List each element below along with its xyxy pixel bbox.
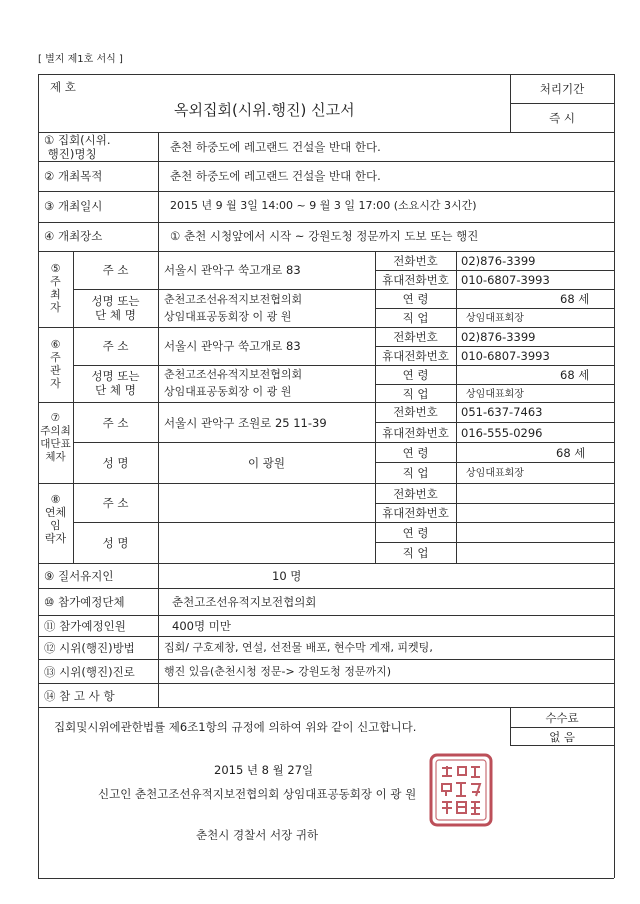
organizer-age-label: 연 령: [402, 292, 429, 306]
reporter-line: 신고인 춘천고조선유적지보전협의회 상임대표공동회장 이 광 원: [98, 787, 417, 801]
report-number-label: 제 호: [50, 80, 76, 94]
representative-side-label: ⑦ 주의최 대단표 체자: [40, 412, 71, 463]
organizer-age: 68 세: [560, 292, 590, 306]
supervisor-phone: 02)876-3399: [461, 330, 536, 344]
datetime-label: ③ 개최일시: [44, 199, 103, 213]
attendance-label: ⑪ 참가예정인원: [44, 619, 126, 633]
representative-phone-label: 전화번호: [393, 405, 438, 419]
route-value: 행진 있음(춘천시청 정문-> 강원도청 정문까지): [164, 665, 392, 678]
method-value: 집회/ 구호제창, 연설, 선전물 배포, 현수막 게재, 피켓팅,: [164, 641, 433, 654]
venue-value: ① 춘천 시청앞에서 시작 ~ 강원도청 정문까지 도보 또는 행진: [170, 229, 479, 243]
representative-age-label: 연 령: [402, 446, 429, 460]
representative-phone: 051-637-7463: [461, 405, 543, 419]
official-seal: [428, 752, 494, 828]
supervisor-phone-label: 전화번호: [393, 330, 438, 344]
representative-name-label: 성 명: [102, 456, 129, 470]
contact-job-label: 직 업: [402, 546, 429, 560]
supervisor-mobile: 010-6807-3993: [461, 349, 550, 363]
recipient-line: 춘천시 경찰서 서장 귀하: [196, 828, 319, 842]
organizer-job: 상임대표회장: [466, 313, 524, 324]
fee-value: 없 음: [549, 730, 575, 744]
processing-period-label: 처리기간: [539, 82, 585, 96]
representative-job: 상임대표회장: [466, 468, 524, 479]
representative-name: 이 광원: [248, 456, 285, 470]
groups-value: 춘천고조선유적지보전협의회: [172, 595, 317, 609]
supervisor-name-label: 성명 또는 단 체 명: [91, 369, 140, 397]
route-label: ⑬ 시위(행진)진로: [44, 665, 135, 679]
rally-name-label: ① 집회(시위. 행진)명칭: [44, 133, 111, 161]
notes-label: ⑭ 참 고 사 항: [44, 689, 115, 703]
form-title: 옥외집회(시위.행진) 신고서: [174, 101, 355, 119]
purpose-value: 춘천 하중도에 레고랜드 건설을 반대 한다.: [170, 169, 381, 183]
datetime-value: 2015 년 9 월 3일 14:00 ~ 9 월 3 일 17:00 (소요시간 3시간): [170, 199, 477, 212]
fee-label: 수수료: [545, 711, 579, 725]
representative-job-label: 직 업: [402, 466, 429, 480]
contact-mobile-label: 휴대전화번호: [382, 506, 449, 520]
marshals-value: 10 명: [272, 569, 302, 583]
contact-age-label: 연 령: [402, 526, 429, 540]
organizer-side-label: ⑤ 주 최 자: [50, 262, 61, 314]
method-label: ⑫ 시위(행진)방법: [44, 641, 135, 655]
attendance-value: 400명 미만: [172, 619, 231, 633]
supervisor-age-label: 연 령: [402, 368, 429, 382]
form-tag: [ 별지 제1호 서식 ]: [38, 54, 123, 65]
purpose-label: ② 개최목적: [44, 169, 103, 183]
organizer-name-label: 성명 또는 단 체 명: [91, 294, 140, 322]
organizer-name-2: 상임대표공동회장 이 광 원: [164, 310, 292, 323]
groups-label: ⑩ 참가예정단체: [44, 595, 125, 609]
supervisor-address: 서울시 관악구 쑥고개로 83: [164, 339, 301, 353]
supervisor-job: 상임대표회장: [466, 389, 524, 400]
processing-period-value: 즉 시: [549, 111, 575, 125]
organizer-job-label: 직 업: [402, 311, 429, 325]
organizer-mobile: 010-6807-3993: [461, 273, 550, 287]
representative-age: 68 세: [556, 446, 586, 460]
supervisor-age: 68 세: [560, 368, 590, 382]
supervisor-name-2: 상임대표공동회장 이 광 원: [164, 385, 292, 398]
organizer-address: 서울시 관악구 쑥고개로 83: [164, 263, 301, 277]
venue-label: ④ 개최장소: [44, 229, 103, 243]
representative-address: 서울시 관악구 조원로 25 11-39: [164, 416, 327, 430]
organizer-phone: 02)876-3399: [461, 254, 536, 268]
supervisor-name-1: 춘천고조선유적지보전협의회: [164, 368, 303, 381]
representative-mobile: 016-555-0296: [461, 426, 543, 440]
marshals-label: ⑨ 질서유지인: [44, 569, 114, 583]
contact-name-label: 성 명: [102, 536, 129, 550]
organizer-name-1: 춘천고조선유적지보전협의회: [164, 293, 303, 306]
organizer-address-label: 주 소: [102, 263, 129, 277]
contact-address-label: 주 소: [102, 496, 129, 510]
supervisor-mobile-label: 휴대전화번호: [382, 349, 449, 363]
contact-side-label: ⑧ 연체 임 락자: [44, 493, 67, 545]
report-date: 2015 년 8 월 27일: [214, 763, 314, 777]
representative-mobile-label: 휴대전화번호: [382, 426, 449, 440]
supervisor-job-label: 직 업: [402, 387, 429, 401]
rally-name-value: 춘천 하중도에 레고랜드 건설을 반대 한다.: [170, 140, 381, 154]
organizer-phone-label: 전화번호: [393, 254, 438, 268]
supervisor-address-label: 주 소: [102, 339, 129, 353]
organizer-mobile-label: 휴대전화번호: [382, 273, 449, 287]
declaration-text: 집회및시위에관한법률 제6조1항의 규정에 의하여 위와 같이 신고합니다.: [54, 720, 417, 734]
representative-address-label: 주 소: [102, 416, 129, 430]
contact-phone-label: 전화번호: [393, 487, 438, 501]
supervisor-side-label: ⑥ 주 관 자: [50, 338, 61, 390]
